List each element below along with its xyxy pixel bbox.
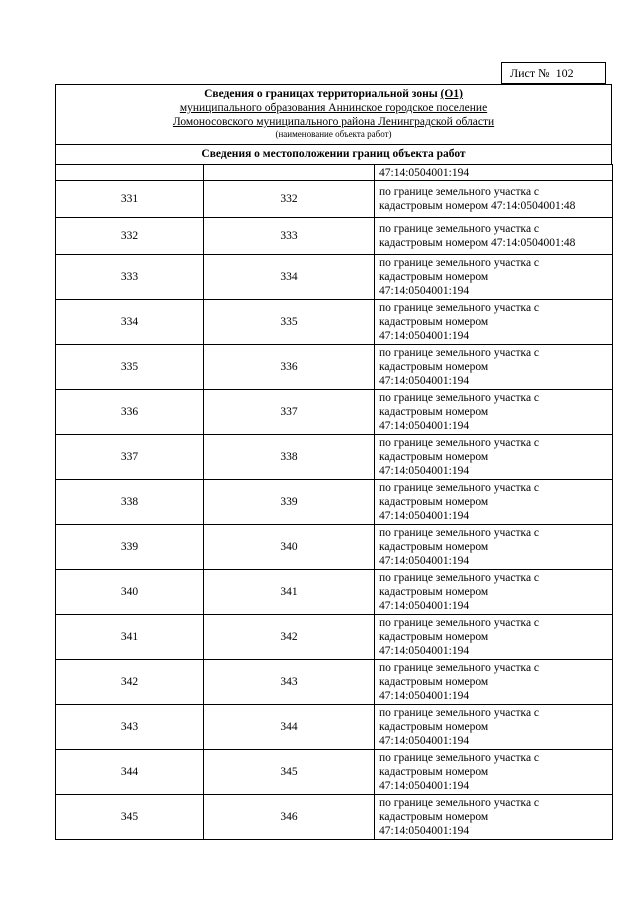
boundary-description	[375, 345, 613, 390]
zone-code: (О1)	[440, 88, 463, 100]
description-line: по границе земельного участка с	[379, 482, 540, 494]
table-row	[56, 255, 613, 300]
table-row	[56, 218, 613, 255]
point-to: 343	[204, 660, 375, 705]
description-line: кадастровым номером	[379, 631, 489, 643]
description-line: 47:14:0504001:194	[379, 555, 470, 567]
table-row	[56, 435, 613, 480]
description-line: 47:14:0504001:194	[379, 600, 470, 612]
table-row	[56, 615, 613, 660]
description-line: 47:14:0504001:194	[379, 645, 470, 657]
sheet-label: Лист №	[510, 65, 550, 80]
description-line: кадастровым номером	[379, 766, 489, 778]
district-line: Ломоносовского муниципального района Ленинградской области	[172, 116, 495, 128]
boundary-description	[375, 795, 613, 840]
point-to: 340	[204, 525, 375, 570]
table-row	[56, 345, 613, 390]
section-title: Сведения о местоположении границ объекта работ	[55, 144, 612, 165]
table-row	[56, 660, 613, 705]
point-from: 336	[56, 390, 204, 435]
boundary-description	[375, 615, 613, 660]
point-to: 332	[204, 181, 375, 218]
boundary-points-table	[55, 164, 613, 840]
table-row-continuation	[56, 165, 613, 181]
point-from: 345	[56, 795, 204, 840]
point-from: 342	[56, 660, 204, 705]
object-name-note: (наименование объекта работ)	[275, 129, 392, 139]
table-row	[56, 570, 613, 615]
point-to: 336	[204, 345, 375, 390]
description-line: 47:14:0504001:194	[379, 465, 470, 477]
table-row	[56, 390, 613, 435]
header-title-line	[56, 87, 611, 101]
description-line: 47:14:0504001:194	[379, 735, 470, 747]
point-to: 346	[204, 795, 375, 840]
point-from: 343	[56, 705, 204, 750]
header-title: Сведения о границах территориальной зоны	[204, 88, 438, 100]
boundary-description	[375, 525, 613, 570]
boundary-description	[375, 480, 613, 525]
point-from: 338	[56, 480, 204, 525]
description-line: по границе земельного участка с	[379, 752, 540, 764]
cell-to	[204, 165, 375, 181]
sheet-number: 102	[555, 65, 574, 80]
point-to: 338	[204, 435, 375, 480]
description-line: по границе земельного участка с	[379, 617, 540, 629]
boundary-description	[375, 660, 613, 705]
table-row	[56, 480, 613, 525]
boundary-description	[375, 570, 613, 615]
document-header	[55, 84, 612, 145]
cell-description: 47:14:0504001:194	[375, 165, 613, 181]
description-line: кадастровым номером	[379, 811, 489, 823]
description-line: кадастровым номером 47:14:0504001:48	[379, 200, 576, 212]
description-line: 47:14:0504001:194	[379, 780, 470, 792]
point-from: 341	[56, 615, 204, 660]
point-from: 334	[56, 300, 204, 345]
point-from: 333	[56, 255, 204, 300]
description-line: по границе земельного участка с	[379, 347, 540, 359]
boundary-description	[375, 705, 613, 750]
description-line: по границе земельного участка с	[379, 223, 540, 235]
description-line: по границе земельного участка с	[379, 257, 540, 269]
description-line: 47:14:0504001:194	[379, 690, 470, 702]
point-to: 335	[204, 300, 375, 345]
description-line: по границе земельного участка с	[379, 662, 540, 674]
description-line: кадастровым номером	[379, 541, 489, 553]
table-row	[56, 795, 613, 840]
point-from: 344	[56, 750, 204, 795]
table-body	[56, 165, 613, 840]
boundary-description	[375, 218, 613, 255]
point-from: 337	[56, 435, 204, 480]
point-to: 339	[204, 480, 375, 525]
description-line: кадастровым номером	[379, 406, 489, 418]
point-to: 342	[204, 615, 375, 660]
point-to: 337	[204, 390, 375, 435]
description-line: 47:14:0504001:194	[379, 420, 470, 432]
description-line: кадастровым номером	[379, 586, 489, 598]
description-line: 47:14:0504001:194	[379, 375, 470, 387]
table-row	[56, 300, 613, 345]
table-row	[56, 181, 613, 218]
point-to: 333	[204, 218, 375, 255]
table-row	[56, 705, 613, 750]
description-line: кадастровым номером 47:14:0504001:48	[379, 237, 576, 249]
point-to: 334	[204, 255, 375, 300]
cell-from	[56, 165, 204, 181]
point-from: 339	[56, 525, 204, 570]
description-line: кадастровым номером	[379, 721, 489, 733]
point-from: 340	[56, 570, 204, 615]
table-row	[56, 525, 613, 570]
boundary-description	[375, 255, 613, 300]
description-line: кадастровым номером	[379, 676, 489, 688]
description-line: по границе земельного участка с	[379, 707, 540, 719]
municipality-line: муниципального образования Аннинское городское поселение	[179, 102, 488, 114]
description-line: кадастровым номером	[379, 316, 489, 328]
point-from: 332	[56, 218, 204, 255]
point-from: 335	[56, 345, 204, 390]
description-line: кадастровым номером	[379, 271, 489, 283]
description-line: по границе земельного участка с	[379, 437, 540, 449]
description-line: кадастровым номером	[379, 451, 489, 463]
sheet-number-box	[501, 62, 606, 84]
boundary-description	[375, 181, 613, 218]
point-from: 331	[56, 181, 204, 218]
description-line: по границе земельного участка с	[379, 392, 540, 404]
description-line: 47:14:0504001:194	[379, 330, 470, 342]
point-to: 345	[204, 750, 375, 795]
description-line: кадастровым номером	[379, 361, 489, 373]
boundary-description	[375, 435, 613, 480]
description-line: 47:14:0504001:194	[379, 510, 470, 522]
description-line: по границе земельного участка с	[379, 572, 540, 584]
description-line: по границе земельного участка с	[379, 527, 540, 539]
boundary-description	[375, 390, 613, 435]
description-line: 47:14:0504001:194	[379, 825, 470, 837]
boundary-description	[375, 750, 613, 795]
description-line: по границе земельного участка с	[379, 302, 540, 314]
description-line: 47:14:0504001:194	[379, 285, 470, 297]
point-to: 341	[204, 570, 375, 615]
point-to: 344	[204, 705, 375, 750]
boundary-description	[375, 300, 613, 345]
description-line: кадастровым номером	[379, 496, 489, 508]
table-row	[56, 750, 613, 795]
description-line: по границе земельного участка с	[379, 186, 540, 198]
description-line: по границе земельного участка с	[379, 797, 540, 809]
